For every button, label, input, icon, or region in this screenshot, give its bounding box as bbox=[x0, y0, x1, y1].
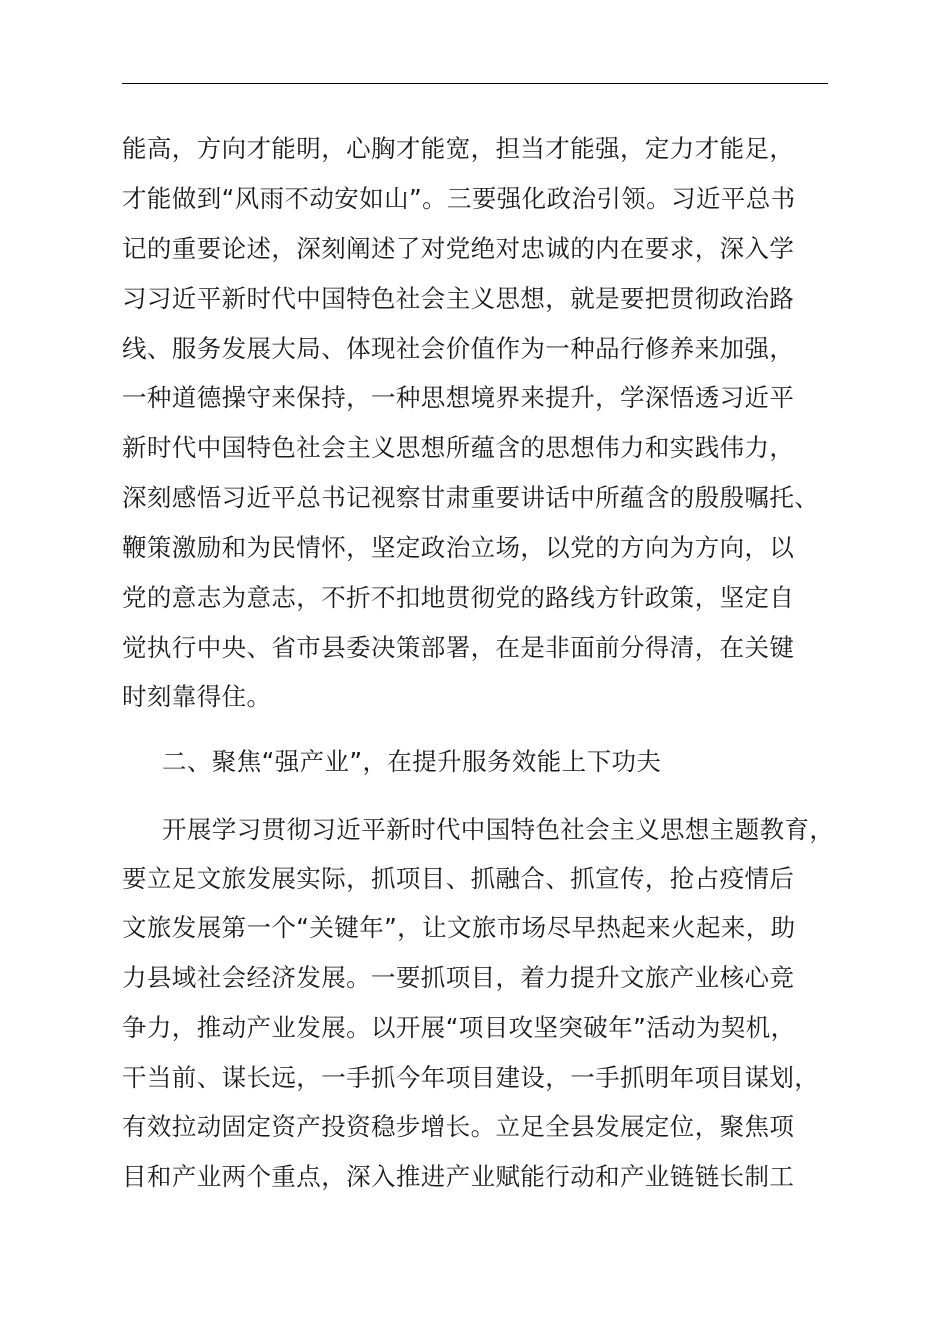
text-line: 党的意志为意志，不折不扣地贯彻党的路线方针政策，坚定自 bbox=[122, 583, 795, 612]
text-line: 文旅发展第一个“关键年”，让文旅市场尽早热起来火起来，助 bbox=[122, 913, 796, 942]
text-line: 觉执行中央、省市县委决策部署，在是非面前分得清，在关键 bbox=[122, 633, 795, 662]
section-heading: 二、聚焦“强产业”，在提升服务效能上下功夫 bbox=[162, 747, 662, 776]
text-line: 记的重要论述，深刻阐述了对党绝对忠诚的内在要求，深入学 bbox=[122, 234, 795, 263]
text-line: 争力，推动产业发展。以开展“项目攻坚突破年”活动为契机， bbox=[122, 1013, 796, 1042]
text-line: 深刻感悟习近平总书记视察甘肃重要讲话中所蕴含的殷殷嘱托、 bbox=[122, 483, 820, 512]
text-line: 才能做到“风雨不动安如山”。三要强化政治引领。习近平总书 bbox=[122, 184, 796, 213]
text-line: 有效拉动固定资产投资稳步增长。立足全县发展定位，聚焦项 bbox=[122, 1112, 795, 1141]
header-rule bbox=[122, 83, 828, 84]
text-line: 时刻靠得住。 bbox=[122, 682, 272, 711]
text-line: 新时代中国特色社会主义思想所蕴含的思想伟力和实践伟力， bbox=[122, 433, 795, 462]
text-line: 力县域社会经济发展。一要抓项目，着力提升文旅产业核心竞 bbox=[122, 963, 795, 992]
text-line: 鞭策激励和为民情怀，坚定政治立场，以党的方向为方向，以 bbox=[122, 533, 795, 562]
text-line: 习习近平新时代中国特色社会主义思想，就是要把贯彻政治路 bbox=[122, 284, 795, 313]
text-line: 一种道德操守来保持，一种思想境界来提升，学深悟透习近平 bbox=[122, 383, 795, 412]
text-line: 目和产业两个重点，深入推进产业赋能行动和产业链链长制工 bbox=[122, 1162, 795, 1191]
text-line: 干当前、谋长远，一手抓今年项目建设，一手抓明年项目谋划， bbox=[122, 1063, 820, 1092]
text-line: 能高，方向才能明，心胸才能宽，担当才能强，定力才能足， bbox=[122, 134, 795, 163]
text-line: 开展学习贯彻习近平新时代中国特色社会主义思想主题教育， bbox=[162, 815, 835, 844]
text-line: 线、服务发展大局、体现社会价值作为一种品行修养来加强， bbox=[122, 334, 795, 363]
text-line: 要立足文旅发展实际，抓项目、抓融合、抓宣传，抢占疫情后 bbox=[122, 864, 795, 893]
